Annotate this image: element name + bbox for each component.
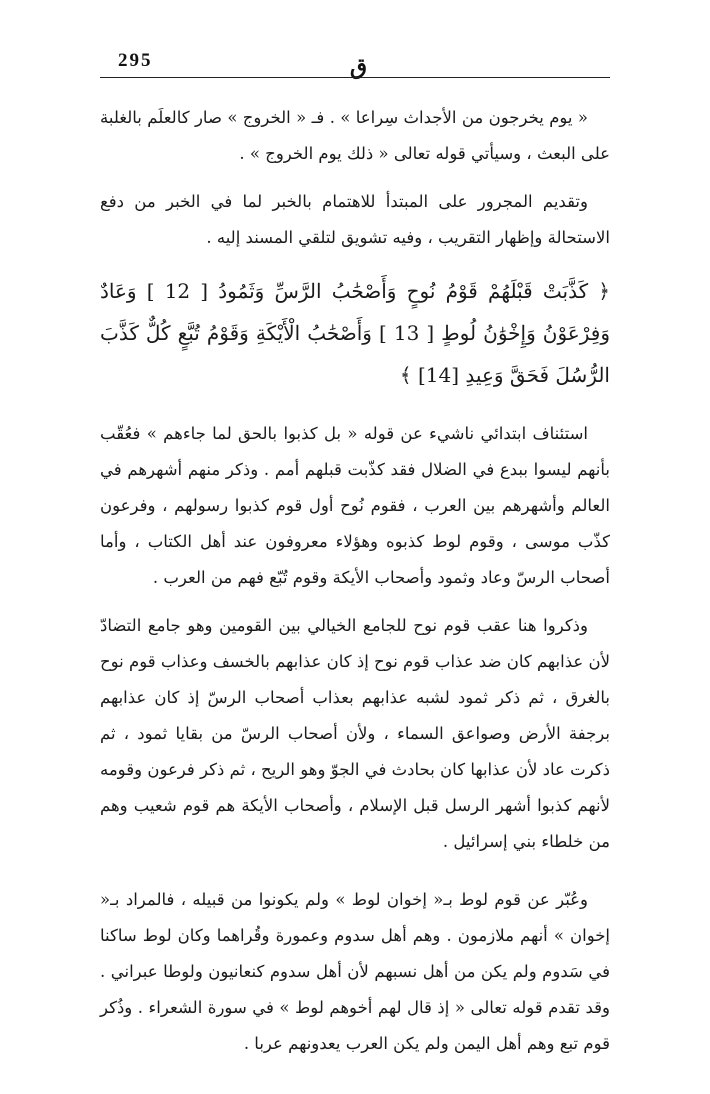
intro-paragraph-2: وتقديم المجرور على المبتدأ للاهتمام بالخبر لما في الخبر من دفع الاستحالة وإظهار التقريب ، وفيه تشويق لتلقي المسند إليه . xyxy=(100,192,610,247)
surah-title: ق xyxy=(350,54,368,80)
intro-paragraph-1: « يوم يخرجون من الأجداث سِراعا » . فـ « الخروج » صار كالعلَم بالغلبة على البعث ، وسيأتي قوله تعالى « ذلك يوم الخروج » . xyxy=(100,108,610,163)
commentary-paragraph-2: وذكروا هنا عقب قوم نوح للجامع الخيالي بين القومين وهو جامع التضادّ لأن عذابهم كان ضد عذاب قوم نوح إذ كان عذابهم بالخسف وعذاب قوم نوح بالغرق ، ثم ذكر ثمود لشبه عذابهم بعذاب أصحاب الرسّ إذ كان عذابهم برجفة الأرض وصواعق السماء ، ولأن أصحاب الرسّ من بقايا ثمود ، ثم ذكرت عاد لأن عذابها كان بحادث في الجوّ وهو الريح ، ثم ذكر فرعون وقومه لأنهم كذبوا أشهر الرسل قبل الإسلام ، وأصحاب الأيكة هم قوم شعيب وهم من خلطاء بني إسرائيل . xyxy=(100,616,610,851)
commentary-paragraph-1: استئناف ابتدائي ناشيء عن قوله « بل كذبوا بالحق لما جاءهم » فعُقّب بأنهم ليسوا ببدع في الضلال فقد كذّبت قبلهم أمم . وذكر منهم أشهرهم في العالم وأشهرهم بين العرب ، فقوم نُوح أول قوم كذبوا رسولهم ، وفرعون كذّب موسى ، وقوم لوط كذبوه وهؤلاء معروفون عند أهل الكتاب ، وأما أصحاب الرسّ وعاد وثمود وأصحاب الأيكة وقوم تُبّع فهم من العرب . xyxy=(100,424,610,587)
page-body xyxy=(100,100,610,1074)
page-number: 295 xyxy=(118,50,153,71)
quran-verse: ﴿ كَذَّبَتْ قَبْلَهُمْ قَوْمُ نُوحٍ وَأَصْحَٰبُ الرَّسِّ وَثَمُودُ [ 12 ] وَعَادٌ وَفِرْعَوْنُ وَإِخْوَٰنُ لُوطٍ [ 13 ] وَأَصْحَٰبُ الْأَيْكَةِ وَقَوْمُ تُبَّعٍ كُلٌّ كَذَّبَ الرُّسُلَ فَحَقَّ وَعِيدِ [14] ﴾ xyxy=(100,279,610,387)
header-divider xyxy=(100,77,610,78)
page-header xyxy=(100,40,610,80)
commentary-paragraph-3: وعُبّر عن قوم لوط بـ« إخوان لوط » ولم يكونوا من قبيله ، فالمراد بـ« إخوان » أنهم ملازمون . وهم أهل سدوم وعمورة وقُراهما وكان لوط ساكنا في سَدوم ولم يكن من أهل نسبهم لأن أهل سدوم كنعانيون ولوطا عبراني . وقد تقدم قوله تعالى « إذ قال لهم أخوهم لوط » في سورة الشعراء . وذُكر قوم تبع وهم أهل اليمن ولم يكن العرب يعدونهم عربا . xyxy=(100,890,610,1053)
